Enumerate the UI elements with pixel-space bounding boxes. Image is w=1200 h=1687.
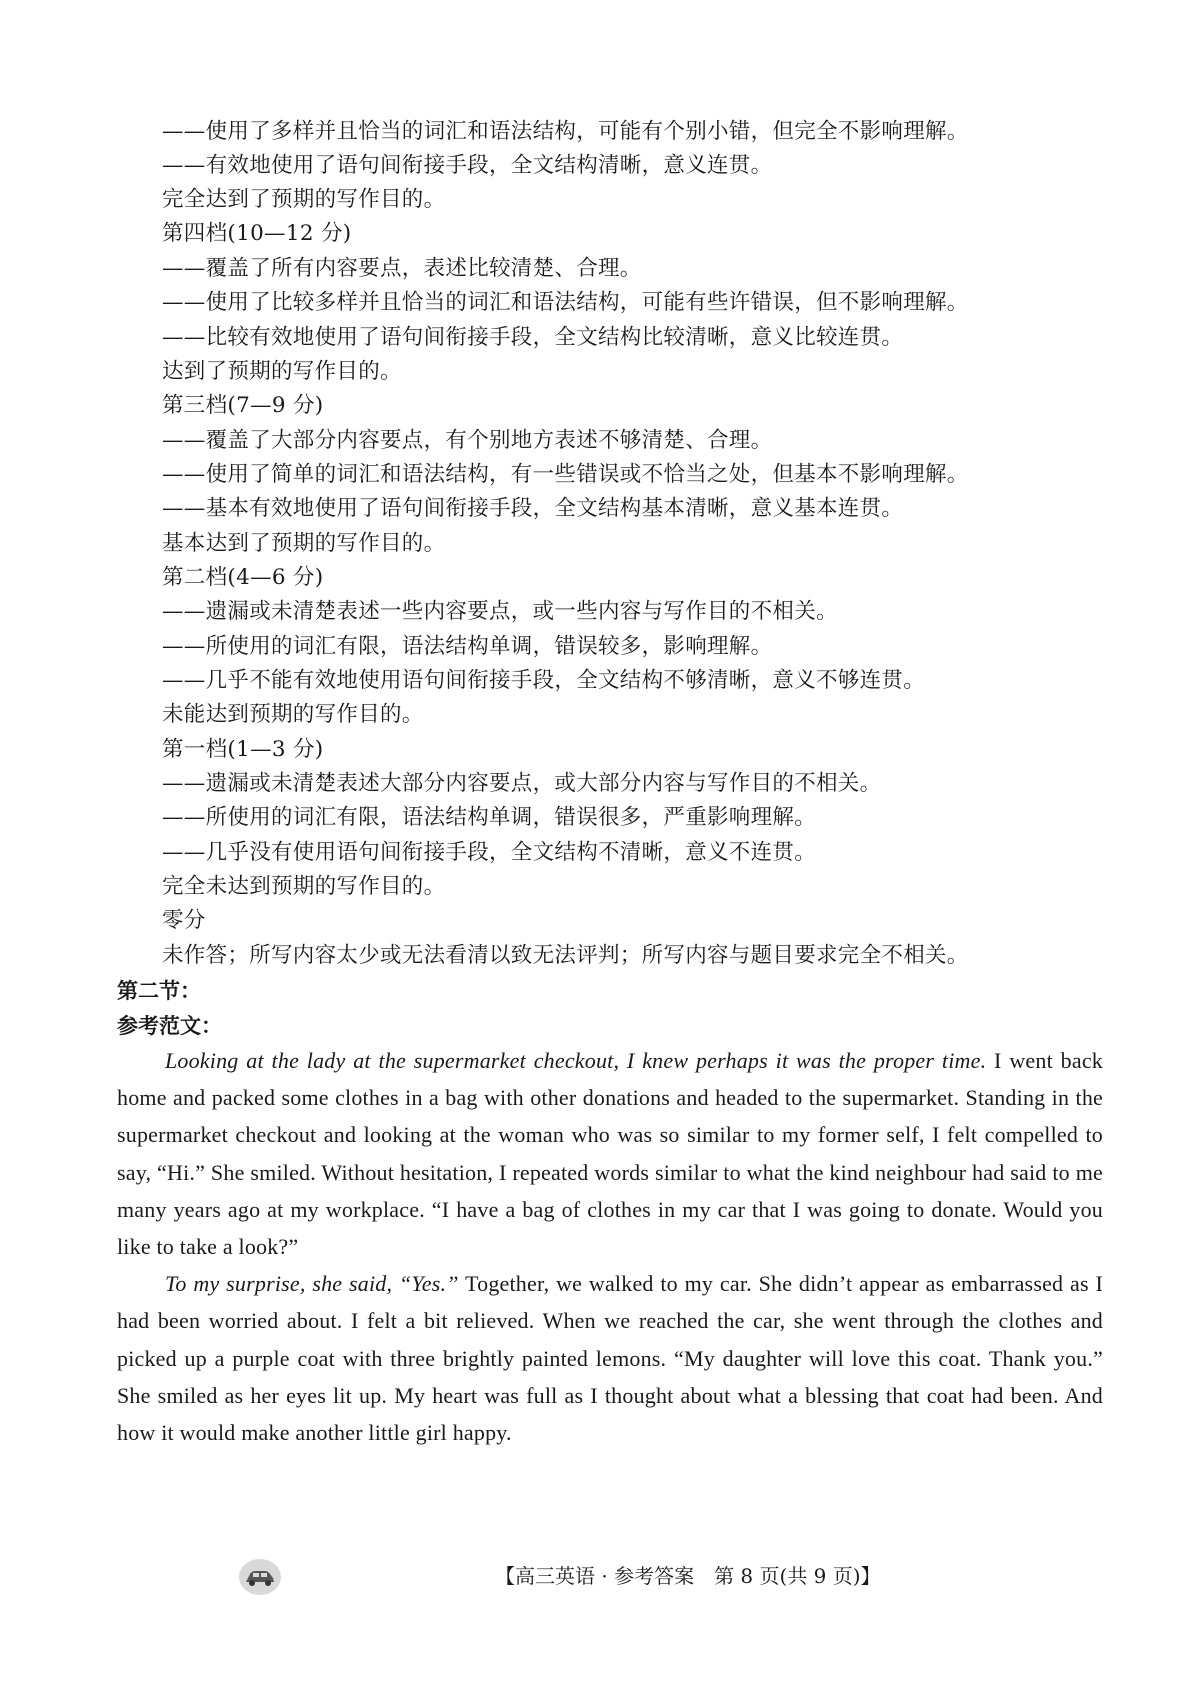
grading-line: 未能达到预期的写作目的。 (162, 702, 424, 727)
grading-line: ——覆盖了大部分内容要点，有个别地方表述不够清楚、合理。 (162, 428, 773, 453)
grading-line: ——遗漏或未清楚表述一些内容要点，或一些内容与写作目的不相关。 (162, 599, 838, 624)
page-number-label: 【高三英语 · 参考答案 第 8 页(共 9 页)】 (495, 1564, 881, 1588)
grading-line: 达到了预期的写作目的。 (162, 359, 402, 384)
grading-line: 基本达到了预期的写作目的。 (162, 531, 446, 556)
section-heading: 第二节： (117, 979, 201, 1003)
essay-paragraph-1 (117, 1042, 1103, 1265)
grade-level-heading: 零分 (162, 908, 206, 933)
grading-line: ——几乎不能有效地使用语句间衔接手段，全文结构不够清晰，意义不够连贯。 (162, 668, 926, 693)
grading-line: ——使用了简单的词汇和语法结构，有一些错误或不恰当之处，但基本不影响理解。 (162, 462, 969, 487)
grading-line: ——遗漏或未清楚表述大部分内容要点，或大部分内容与写作目的不相关。 (162, 771, 882, 796)
grading-line: ——所使用的词汇有限，语法结构单调，错误很多，严重影响理解。 (162, 805, 817, 830)
grade-level-heading: 第四档(10—12 分) (162, 221, 352, 246)
page-footer (0, 1558, 1200, 1598)
car-icon (238, 1558, 282, 1596)
grade-level-heading: 第一档(1—3 分) (162, 737, 324, 762)
given-opening-sentence: To my surprise, she said, “Yes.” (165, 1271, 459, 1297)
grading-line: ——基本有效地使用了语句间衔接手段，全文结构基本清晰，意义基本连贯。 (162, 496, 904, 521)
grade-level-heading: 第三档(7—9 分) (162, 393, 324, 418)
sample-essay (117, 1042, 1103, 1451)
sample-essay-heading: 参考范文： (117, 1014, 222, 1038)
grade-level-heading: 第二档(4—6 分) (162, 565, 324, 590)
grading-line: ——几乎没有使用语句间衔接手段，全文结构不清晰，意义不连贯。 (162, 840, 817, 865)
grading-line: 未作答；所写内容太少或无法看清以致无法评判；所写内容与题目要求完全不相关。 (162, 943, 969, 968)
essay-paragraph-2 (117, 1265, 1103, 1451)
essay-paragraph-text: I went back home and packed some clothes in a bag with other donations and headed to the supermarket. Standing in the supermarket checkout and looking at the woman who was so similar to my former self, I felt compelled to say, “Hi.” She smiled. Without hesitation, I repeated words similar to what the kind neighbour had said to me many years ago at my workplace. “I have a bag of clothes in my car that I was going to donate. Would you like to take a look?” (117, 1048, 1103, 1260)
grading-line: ——使用了比较多样并且恰当的词汇和语法结构，可能有些许错误，但不影响理解。 (162, 290, 969, 315)
essay-paragraph-text: Together, we walked to my car. She didn’t appear as embarrassed as I had been worried about. I felt a bit relieved. When we reached the car, she went through the clothes and picked up a purple coat with three brightly painted lemons. “My daughter will love this coat. Thank you.” She smiled as her eyes lit up. My heart was full as I thought about what a blessing that coat had been. And how it would make another little girl happy. (117, 1271, 1103, 1446)
grading-line: ——有效地使用了语句间衔接手段，全文结构清晰，意义连贯。 (162, 153, 773, 178)
grading-line: 完全未达到预期的写作目的。 (162, 874, 446, 899)
given-opening-sentence: Looking at the lady at the supermarket checkout, I knew perhaps it was the proper time. (165, 1048, 987, 1073)
grading-line: ——所使用的词汇有限，语法结构单调，错误较多，影响理解。 (162, 634, 773, 659)
grading-line: 完全达到了预期的写作目的。 (162, 187, 446, 212)
grading-line: ——使用了多样并且恰当的词汇和语法结构，可能有个别小错，但完全不影响理解。 (162, 119, 969, 144)
grading-line: ——比较有效地使用了语句间衔接手段，全文结构比较清晰，意义比较连贯。 (162, 325, 904, 350)
grading-line: ——覆盖了所有内容要点，表述比较清楚、合理。 (162, 256, 642, 281)
